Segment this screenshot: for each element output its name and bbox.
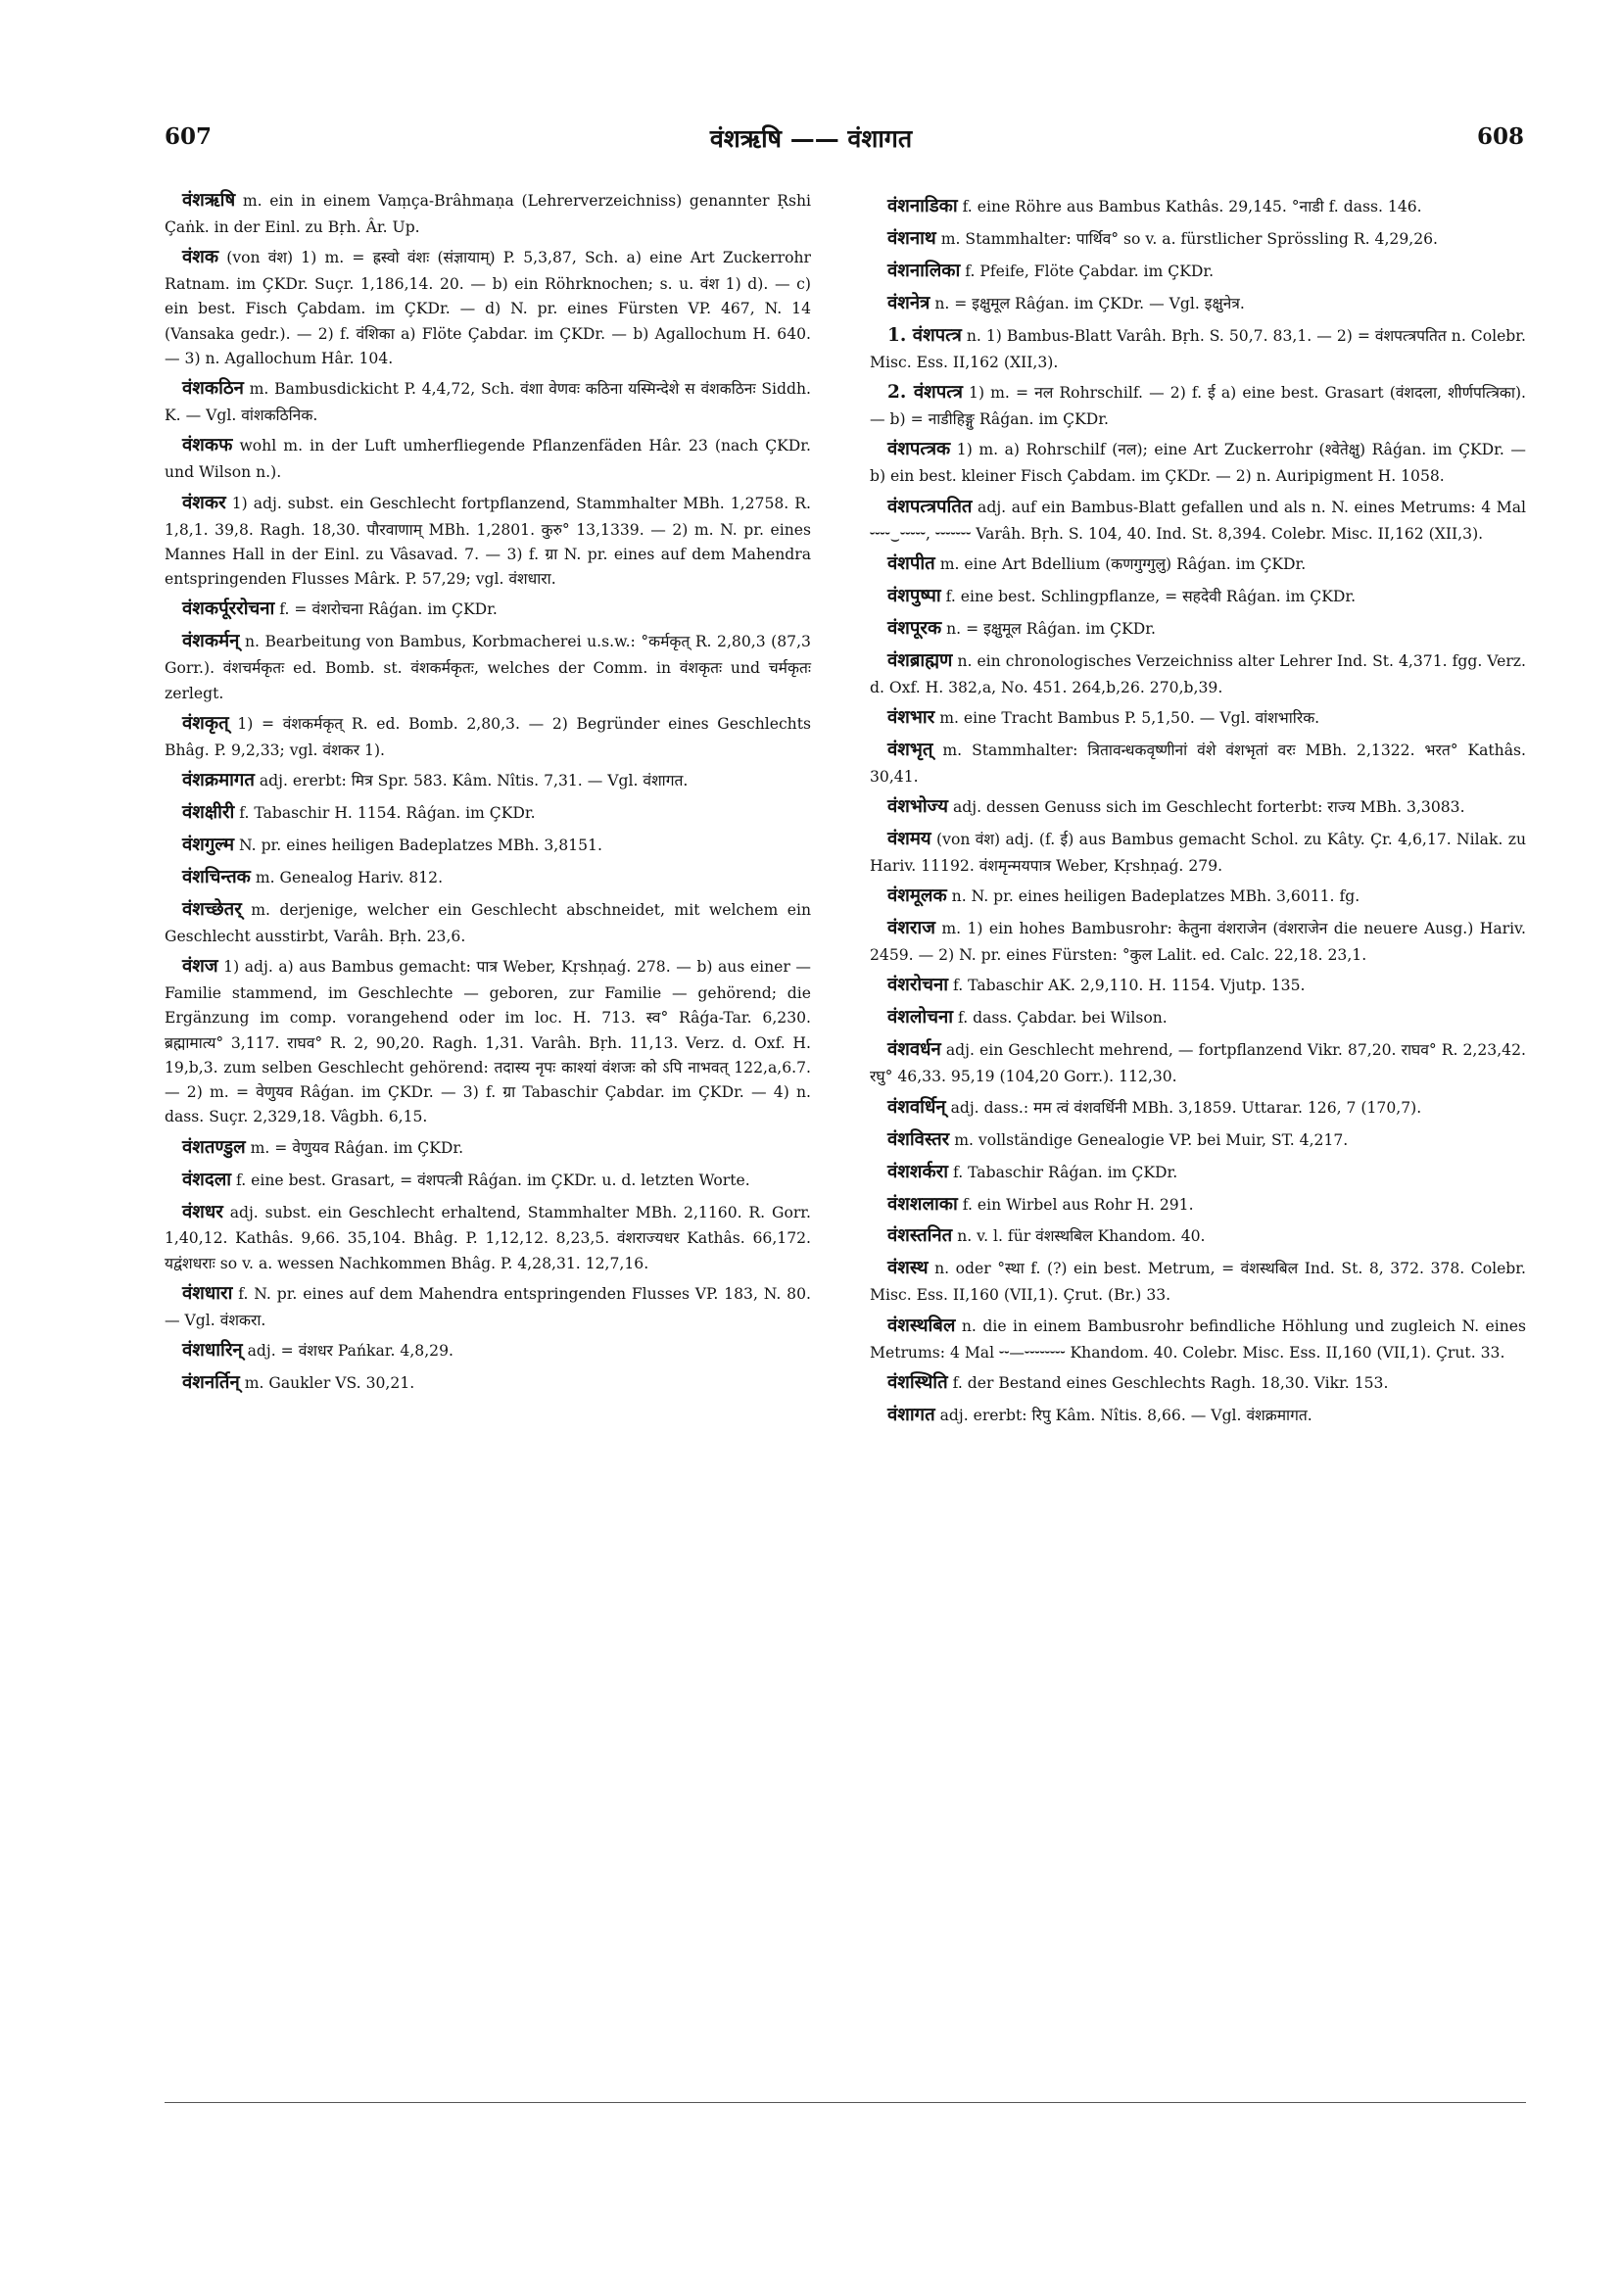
entry-headword: वंशपत्त्रक [887, 439, 951, 460]
dictionary-entry [165, 1166, 811, 1195]
entry-definition: m. Genealog Hariv. 812. [255, 868, 444, 886]
entry-headword: वंशनालिका [887, 260, 961, 281]
right-column [870, 192, 1526, 1433]
entry-definition: wohl m. in der Luft umherfliegende Pflanzenfäden Hâr. 23 (nach ÇKDr. und Wilson n.). [165, 437, 811, 482]
dictionary-entry [165, 627, 811, 705]
dictionary-entry [165, 863, 811, 892]
entry-definition: adj. = वंशधर Pańkar. 4,8,29. [247, 1342, 453, 1361]
dictionary-entry [870, 1003, 1526, 1032]
entry-definition: (von वंश) adj. (f. ई) aus Bambus gemacht Schol. zu Kâty. Çr. 4,6,17. Nilak. zu Hariv. 11192. वंशमृन्मयपात्र Weber, Kṛshṇaǵ. 279. [870, 831, 1526, 875]
dictionary-entry [870, 1035, 1526, 1089]
dictionary-entry [165, 1133, 811, 1163]
dictionary-entry [870, 971, 1526, 1000]
dictionary-entry [870, 1368, 1526, 1398]
dictionary-entry [165, 1198, 811, 1276]
dictionary-entry [870, 792, 1526, 822]
entry-definition: n. die in einem Bambusrohr befindliche Höhlung und zugleich N. eines Metrums: 4 Mal ⏑⏑—⏑⏑⏑⏑⏑⏑⏑⏑ Khandom. 40. Colebr. Misc. Ess. II,160 (VII,1). Çrut. 33. [870, 1316, 1526, 1362]
entry-headword: वंशदला [182, 1169, 232, 1190]
dictionary-entry [870, 882, 1526, 911]
entry-definition: adj. dessen Genuss sich im Geschlecht forterbt: राज्य MBh. 3,3083. [952, 798, 1465, 817]
entry-definition: f. Tabaschir AK. 2,9,110. H. 1154. Vjutp. 135. [953, 977, 1306, 995]
entry-headword: वंशकर्मन् [182, 631, 240, 652]
entry-definition: adj. ein Geschlecht mehrend, — fortpflanzend Vikr. 87,20. राघव° R. 2,23,42. रघु° 46,33. 95,19 (104,20 Gorr.). 112,30. [870, 1041, 1526, 1086]
entry-definition: 1) m. = नल Rohrschilf. — 2) f. ई a) eine best. Grasart (वंशदला, शीर्णपत्त्रिका). — b) = नाडीहिङ्गु Râǵan. im ÇKDr. [870, 384, 1526, 429]
entry-definition: f. der Bestand eines Geschlechts Ragh. 18,30. Vikr. 153. [952, 1373, 1389, 1392]
entry-headword: वंशच्छेतर् [182, 898, 242, 920]
entry-headword: वंशस्थ [887, 1258, 929, 1279]
entry-definition: m. Bambusdickicht P. 4,4,72, Sch. वंशा वेणवः कठिना यस्मिन्देशे स वंशकठिनः Siddh. K. — Vgl. वांशकठिनिक. [165, 380, 811, 425]
dictionary-entry [165, 895, 811, 949]
entry-headword: वंशधर [182, 1201, 223, 1222]
entry-definition: f. Tabaschir H. 1154. Râǵan. im ÇKDr. [239, 803, 536, 822]
dictionary-entry [870, 646, 1526, 700]
dictionary-entry [870, 289, 1526, 318]
dictionary-entry [870, 582, 1526, 611]
entry-definition: n. = इक्षुमूल Râǵan. im ÇKDr. [946, 619, 1156, 638]
dictionary-entry [870, 1401, 1526, 1430]
dictionary-entry [870, 493, 1526, 547]
dictionary-entry [870, 1221, 1526, 1251]
entry-definition: adj. auf ein Bambus-Blatt gefallen und als n. N. eines Metrums: 4 Mal ⏑⏑⏑⏑‿⏑⏑⏑⏑⏑, ⏑⏑⏑⏑⏑⏑⏑ Varâh. Bṛh. S. 104, 40. Ind. St. 8,394. Colebr. Misc. II,162 (XII,3). [870, 498, 1526, 543]
entry-definition: adj. ererbt: रिपु Kâm. Nîtis. 8,66. — Vgl. वंशक्रमागत. [939, 1406, 1312, 1424]
entry-definition: m. = वेणुयव Râǵan. im ÇKDr. [250, 1138, 464, 1157]
entry-headword: वंशपीत [887, 552, 935, 574]
dictionary-entry [870, 1190, 1526, 1220]
dictionary-entry [165, 798, 811, 828]
dictionary-entry [870, 703, 1526, 733]
entry-definition: m. eine Tracht Bambus P. 5,1,50. — Vgl. वांशभारिक. [939, 708, 1320, 727]
entry-definition: N. pr. eines heiligen Badeplatzes MBh. 3,8151. [239, 836, 602, 854]
entry-headword: वंशभार [887, 706, 935, 728]
dictionary-entry [165, 243, 811, 371]
entry-headword: वंशकफ [182, 435, 233, 456]
entry-headword: वंशकर्पूररोचना [182, 598, 275, 620]
dictionary-entry [870, 1312, 1526, 1365]
dictionary-entry [165, 374, 811, 428]
entry-headword: वंशपत्त्रपतित [887, 496, 973, 517]
entry-definition: adj. dass.: मम त्वं वंशवर्धिनी MBh. 3,1859. Uttarar. 126, 7 (170,7). [950, 1098, 1422, 1117]
entry-definition: m. Gaukler VS. 30,21. [244, 1374, 415, 1393]
entry-definition: 1) = वंशकर्मकृत् R. ed. Bomb. 2,80,3. — 2) Begründer eines Geschlechts Bhâg. P. 9,2,33; vgl. वंशकर 1). [165, 714, 811, 759]
dictionary-entry [165, 186, 811, 240]
entry-headword: वंशज [182, 956, 218, 978]
entry-headword: वंशस्थबिल [887, 1315, 956, 1336]
entry-headword: वंशनाथ [887, 227, 936, 249]
dictionary-entry [870, 321, 1526, 375]
entry-headword: वंशतण्डुल [182, 1136, 246, 1158]
entry-definition: n. = इक्षुमूल Râǵan. im ÇKDr. — Vgl. इक्षुनेत्र. [934, 294, 1245, 312]
entry-headword: वंशनेत्र [887, 292, 930, 313]
entry-definition: n. 1) Bambus-Blatt Varâh. Bṛh. S. 50,7. 83,1. — 2) = वंशपत्त्रपतित n. Colebr. Misc. Ess. II,162 (XII,3). [870, 326, 1526, 371]
entry-definition: f. eine best. Grasart, = वंशपत्त्री Râǵan. im ÇKDr. u. d. letzten Worte. [236, 1171, 750, 1189]
dictionary-entry [870, 435, 1526, 489]
entry-definition: m. 1) ein hohes Bambusrohr: केतुना वंशराजेन (वंशराजेन die neuere Ausg.) Hariv. 2459. — 2) N. pr. eines Fürsten: °कुल Lalit. ed. Calc. 22,18. 23,1. [870, 920, 1526, 965]
entry-headword: वंशनाडिका [887, 196, 958, 216]
entry-definition: f. Pfeife, Flöte Çabdar. im ÇKDr. [965, 262, 1215, 280]
entry-headword: वंशक्षीरी [182, 801, 235, 823]
entry-definition: m. Stammhalter: त्रितावन्धकवृष्णीनां वंशे वंशभृतां वरः MBh. 2,1322. भरत° Kathâs. 30,41. [870, 741, 1526, 786]
entry-definition: (von वंश) 1) m. = ह्रस्वो वंशः (संज्ञायाम्) P. 5,3,87, Sch. a) eine Art Zuckerrohr Ratnam. im ÇKDr. Suçr. 1,186,14. 20. — b) ein Röhrknochen; s. u. वंश 1) d). — c) ein best. Fisch Çabdam. im ÇKDr. — d) N. pr. eines Fürsten VP. 467, N. 14 (Vansaka gedr.). — 2) f. वंशिका a) Flöte Çabdar. im ÇKDr. — b) Agallochum H. 640. — 3) n. Agallochum Hâr. 104. [165, 249, 811, 367]
dictionary-entry [870, 192, 1526, 221]
entry-headword: वंशकर [182, 492, 226, 513]
entry-definition: f. eine Röhre aus Bambus Kathâs. 29,145. °नाडी f. dass. 146. [962, 198, 1422, 215]
dictionary-entry [165, 1368, 811, 1398]
dictionary-entry [165, 831, 811, 860]
entry-definition: 1) adj. subst. ein Geschlecht fortpflanzend, Stammhalter MBh. 1,2758. R. 1,8,1. 39,8. Ragh. 18,30. पौरवाणाम् MBh. 1,2801. कुरु° 13,1339. — 2) m. N. pr. eines Mannes Hall in der Einl. zu Vâsavad. 7. — 3) f. ग्रा N. pr. eines auf dem Mahendra entspringenden Flusses Mârk. P. 57,29; vgl. वंशधारा. [165, 494, 811, 589]
entry-definition: f. ein Wirbel aus Rohr H. 291. [962, 1195, 1194, 1214]
dictionary-entry [165, 766, 811, 795]
entry-definition: m. eine Art Bdellium (कणगुग्गुलु) Râǵan. im ÇKDr. [939, 554, 1307, 573]
entry-definition: f. N. pr. eines auf dem Mahendra entspringenden Flusses VP. 183, N. 80. — Vgl. वंशकरा. [165, 1284, 811, 1329]
entry-headword: वंशक [182, 247, 219, 268]
entry-definition: adj. ererbt: मित्र Spr. 583. Kâm. Nîtis. 7,31. — Vgl. वंशागत. [259, 772, 689, 789]
entry-definition: m. Stammhalter: पार्थिव° so v. a. fürstlicher Sprössling R. 4,29,26. [940, 229, 1439, 248]
entry-headword: वंशमूलक [887, 885, 947, 907]
dictionary-entry [870, 550, 1526, 579]
entry-definition: f. Tabaschir Râǵan. im ÇKDr. [952, 1163, 1178, 1181]
left-column [165, 186, 811, 1401]
entry-headword: वंशविस्तर [887, 1128, 950, 1150]
entry-definition: f. dass. Çabdar. bei Wilson. [957, 1009, 1168, 1028]
entry-headword: वंशागत [887, 1404, 935, 1425]
entry-headword: वंशशलाका [887, 1193, 958, 1215]
entry-headword: वंशगुल्म [182, 834, 235, 855]
entry-headword: वंशचिन्तक [182, 866, 251, 887]
entry-definition: f. eine best. Schlingpflanze, = सहदेवी Râǵan. im ÇKDr. [945, 587, 1357, 605]
dictionary-entry [165, 595, 811, 624]
entry-headword: वंशवर्धिन् [887, 1096, 946, 1118]
dictionary-entry [165, 489, 811, 593]
dictionary-entry [870, 1158, 1526, 1187]
entry-headword: वंशकृत् [182, 712, 229, 734]
dictionary-entry [870, 1254, 1526, 1308]
dictionary-entry [870, 1093, 1526, 1123]
entry-definition: 1) m. a) Rohrschilf (नल); eine Art Zuckerrohr (श्वेतेक्षु) Râǵan. im ÇKDr. — b) ein best. kleiner Fisch Çabdam. im ÇKDr. — 2) n. Auripigment H. 1058. [870, 441, 1526, 486]
dictionary-entry [870, 614, 1526, 644]
dictionary-entry [870, 825, 1526, 879]
dictionary-entry [870, 224, 1526, 254]
entry-headword: वंशभोज्य [887, 796, 948, 818]
entry-headword: वंशधारा [182, 1282, 233, 1304]
entry-definition: n. ein chronologisches Verzeichniss alter Lehrer Ind. St. 4,371. fgg. Verz. d. Oxf. H. 382,a, No. 451. 264,b,26. 270,b,39. [870, 651, 1526, 696]
entry-headword: वंशब्राह्मण [887, 649, 953, 671]
page-number-right: 608 [1477, 123, 1525, 150]
dictionary-entry [870, 914, 1526, 968]
entry-headword: वंशलोचना [887, 1007, 954, 1028]
entry-headword: वंशपुष्पा [887, 585, 941, 606]
page-number-left: 607 [165, 123, 213, 150]
entry-headword: वंशकठिन [182, 378, 244, 400]
dictionary-entry [165, 1336, 811, 1365]
entry-definition: n. Bearbeitung von Bambus, Korbmacherei u.s.w.: °कर्मकृत् R. 2,80,3 (87,3 Gorr.). वंशचर्मकृतः ed. Bomb. st. वंशकर्मकृतः, welches der Comm. in वंशकृतः und चर्मकृतः zerlegt. [165, 633, 811, 702]
entry-definition: m. ein in einem Vaṃça-Brâhmaṇa (Lehrerverzeichniss) genannter Ṛshi Çaṅk. in der Einl. zu Bṛh. Âr. Up. [165, 192, 811, 236]
entry-headword: वंशराज [887, 918, 935, 939]
entry-definition: n. oder °स्था f. (?) ein best. Metrum, = वंशस्थबिल Ind. St. 8, 372. 378. Colebr. Misc. Ess. II,160 (VII,1). Çrut. (Br.) 33. [870, 1260, 1526, 1305]
entry-headword: वंशशर्करा [887, 1161, 949, 1182]
footer-divider [165, 2102, 1526, 2103]
entry-headword: वंशपूरक [887, 617, 942, 639]
entry-definition: m. vollständige Genealogie VP. bei Muir, ST. 4,217. [954, 1130, 1349, 1149]
entry-definition: adj. subst. ein Geschlecht erhaltend, Stammhalter MBh. 2,1160. R. Gorr. 1,40,12. Kathâs. 9,66. 35,104. Bhâg. P. 1,12,12. 8,23,5. वंशराज्यधर Kathâs. 66,172. यद्वंशधराः so v. a. wessen Nachkommen Bhâg. P. 4,28,31. 12,7,16. [165, 1203, 811, 1272]
dictionary-entry [870, 378, 1526, 432]
dictionary-entry [165, 1279, 811, 1333]
entry-definition: m. derjenige, welcher ein Geschlecht abschneidet, mit welchem ein Geschlecht ausstirbt, Varâh. Bṛh. 23,6. [165, 900, 811, 945]
entry-definition: 1) adj. a) aus Bambus gemacht: पात्र Weber, Kṛshṇaǵ. 278. — b) aus einer — Familie stammend, im Geschlechte — geboren, zur Familie — gehörend; die Ergänzung im comp. vorangehend oder im loc. H. 713. स्व° Râǵa-Tar. 6,230. ब्रह्मामात्य° 3,117. राघव° R. 2, 90,20. Ragh. 1,31. Varâh. Bṛh. 11,13. Verz. d. Oxf. H. 19,b,3. zum selben Geschlecht gehörend: तदास्य नृपः काश्यां वंशजः को ऽपि नाभवत् 122,a,6.7. — 2) m. = वेणुयव Râǵan. im ÇKDr. — 3) f. ग्रा Tabaschir Çabdar. im ÇKDr. — 4) n. dass. Suçr. 2,329,18. Vâgbh. 6,15. [165, 958, 811, 1126]
entry-headword: वंशस्तनित [887, 1225, 953, 1247]
entry-headword: वंशक्रमागत [182, 770, 255, 790]
dictionary-entry [870, 1125, 1526, 1155]
entry-definition: n. N. pr. eines heiligen Badeplatzes MBh. 3,6011. fg. [951, 887, 1360, 906]
dictionary-entry [165, 952, 811, 1129]
entry-headword: 2. वंशपत्त्र [887, 382, 963, 404]
entry-headword: वंशमय [887, 829, 931, 850]
entry-headword: 1. वंशपत्त्र [887, 324, 962, 346]
entry-headword: वंशभृत् [887, 739, 933, 760]
entry-definition: n. v. l. für वंशस्थबिल Khandom. 40. [957, 1227, 1206, 1246]
dictionary-entry [870, 736, 1526, 789]
dictionary-entry [165, 709, 811, 763]
entry-definition: f. = वंशरोचना Râǵan. im ÇKDr. [279, 600, 498, 619]
entry-headword: वंशवर्धन [887, 1039, 941, 1061]
entry-headword: वंशऋषि [182, 190, 236, 211]
dictionary-entry [165, 431, 811, 485]
entry-headword: वंशरोचना [887, 975, 949, 996]
entry-headword: वंशस्थिति [887, 1371, 948, 1393]
running-title: वंशऋषि —— वंशागत [709, 124, 913, 153]
dictionary-entry [870, 257, 1526, 286]
entry-headword: वंशनर्तिन् [182, 1372, 240, 1394]
entry-headword: वंशधारिन् [182, 1340, 243, 1362]
